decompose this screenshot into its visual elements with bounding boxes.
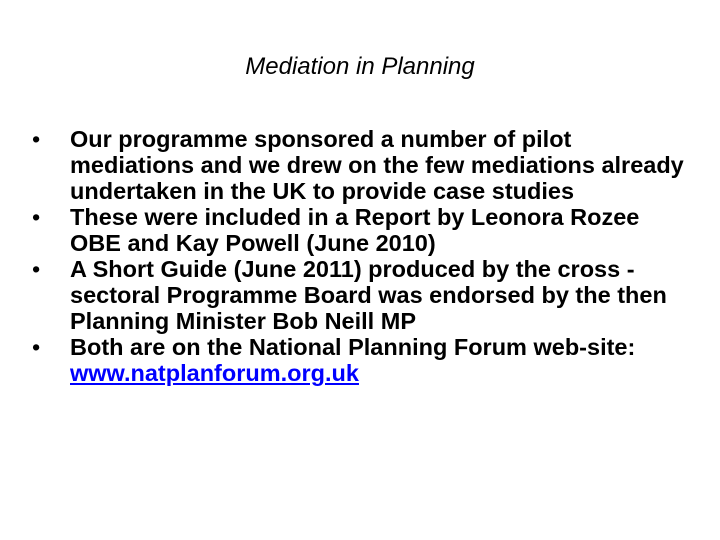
slide-title: Mediation in Planning bbox=[245, 53, 475, 80]
bullet-item bbox=[32, 126, 696, 204]
bullet-icon: • bbox=[32, 204, 41, 230]
bullet-icon: • bbox=[32, 256, 41, 282]
bullet-icon: • bbox=[32, 334, 41, 360]
website-link[interactable]: www.natplanforum.org.uk bbox=[70, 360, 359, 386]
bullet-text-with-link bbox=[70, 334, 696, 386]
bullet-list bbox=[32, 126, 696, 386]
bullet-text: These were included in a Report by Leonora Rozee OBE and Kay Powell (June 2010) bbox=[70, 204, 640, 256]
bullet-item bbox=[32, 334, 696, 386]
bullet-item bbox=[32, 204, 696, 256]
bullet-text: Our programme sponsored a number of pilot mediations and we drew on the few mediations already undertaken in the UK to provide case studies bbox=[70, 126, 684, 204]
bullet-text: A Short Guide (June 2011) produced by the cross -sectoral Programme Board was endorsed by the then Planning Minister Bob Neill MP bbox=[70, 256, 667, 334]
bullet-item bbox=[32, 256, 696, 334]
bullet-icon: • bbox=[32, 126, 41, 152]
bullet-text: Both are on the National Planning Forum web-site: bbox=[70, 334, 636, 360]
